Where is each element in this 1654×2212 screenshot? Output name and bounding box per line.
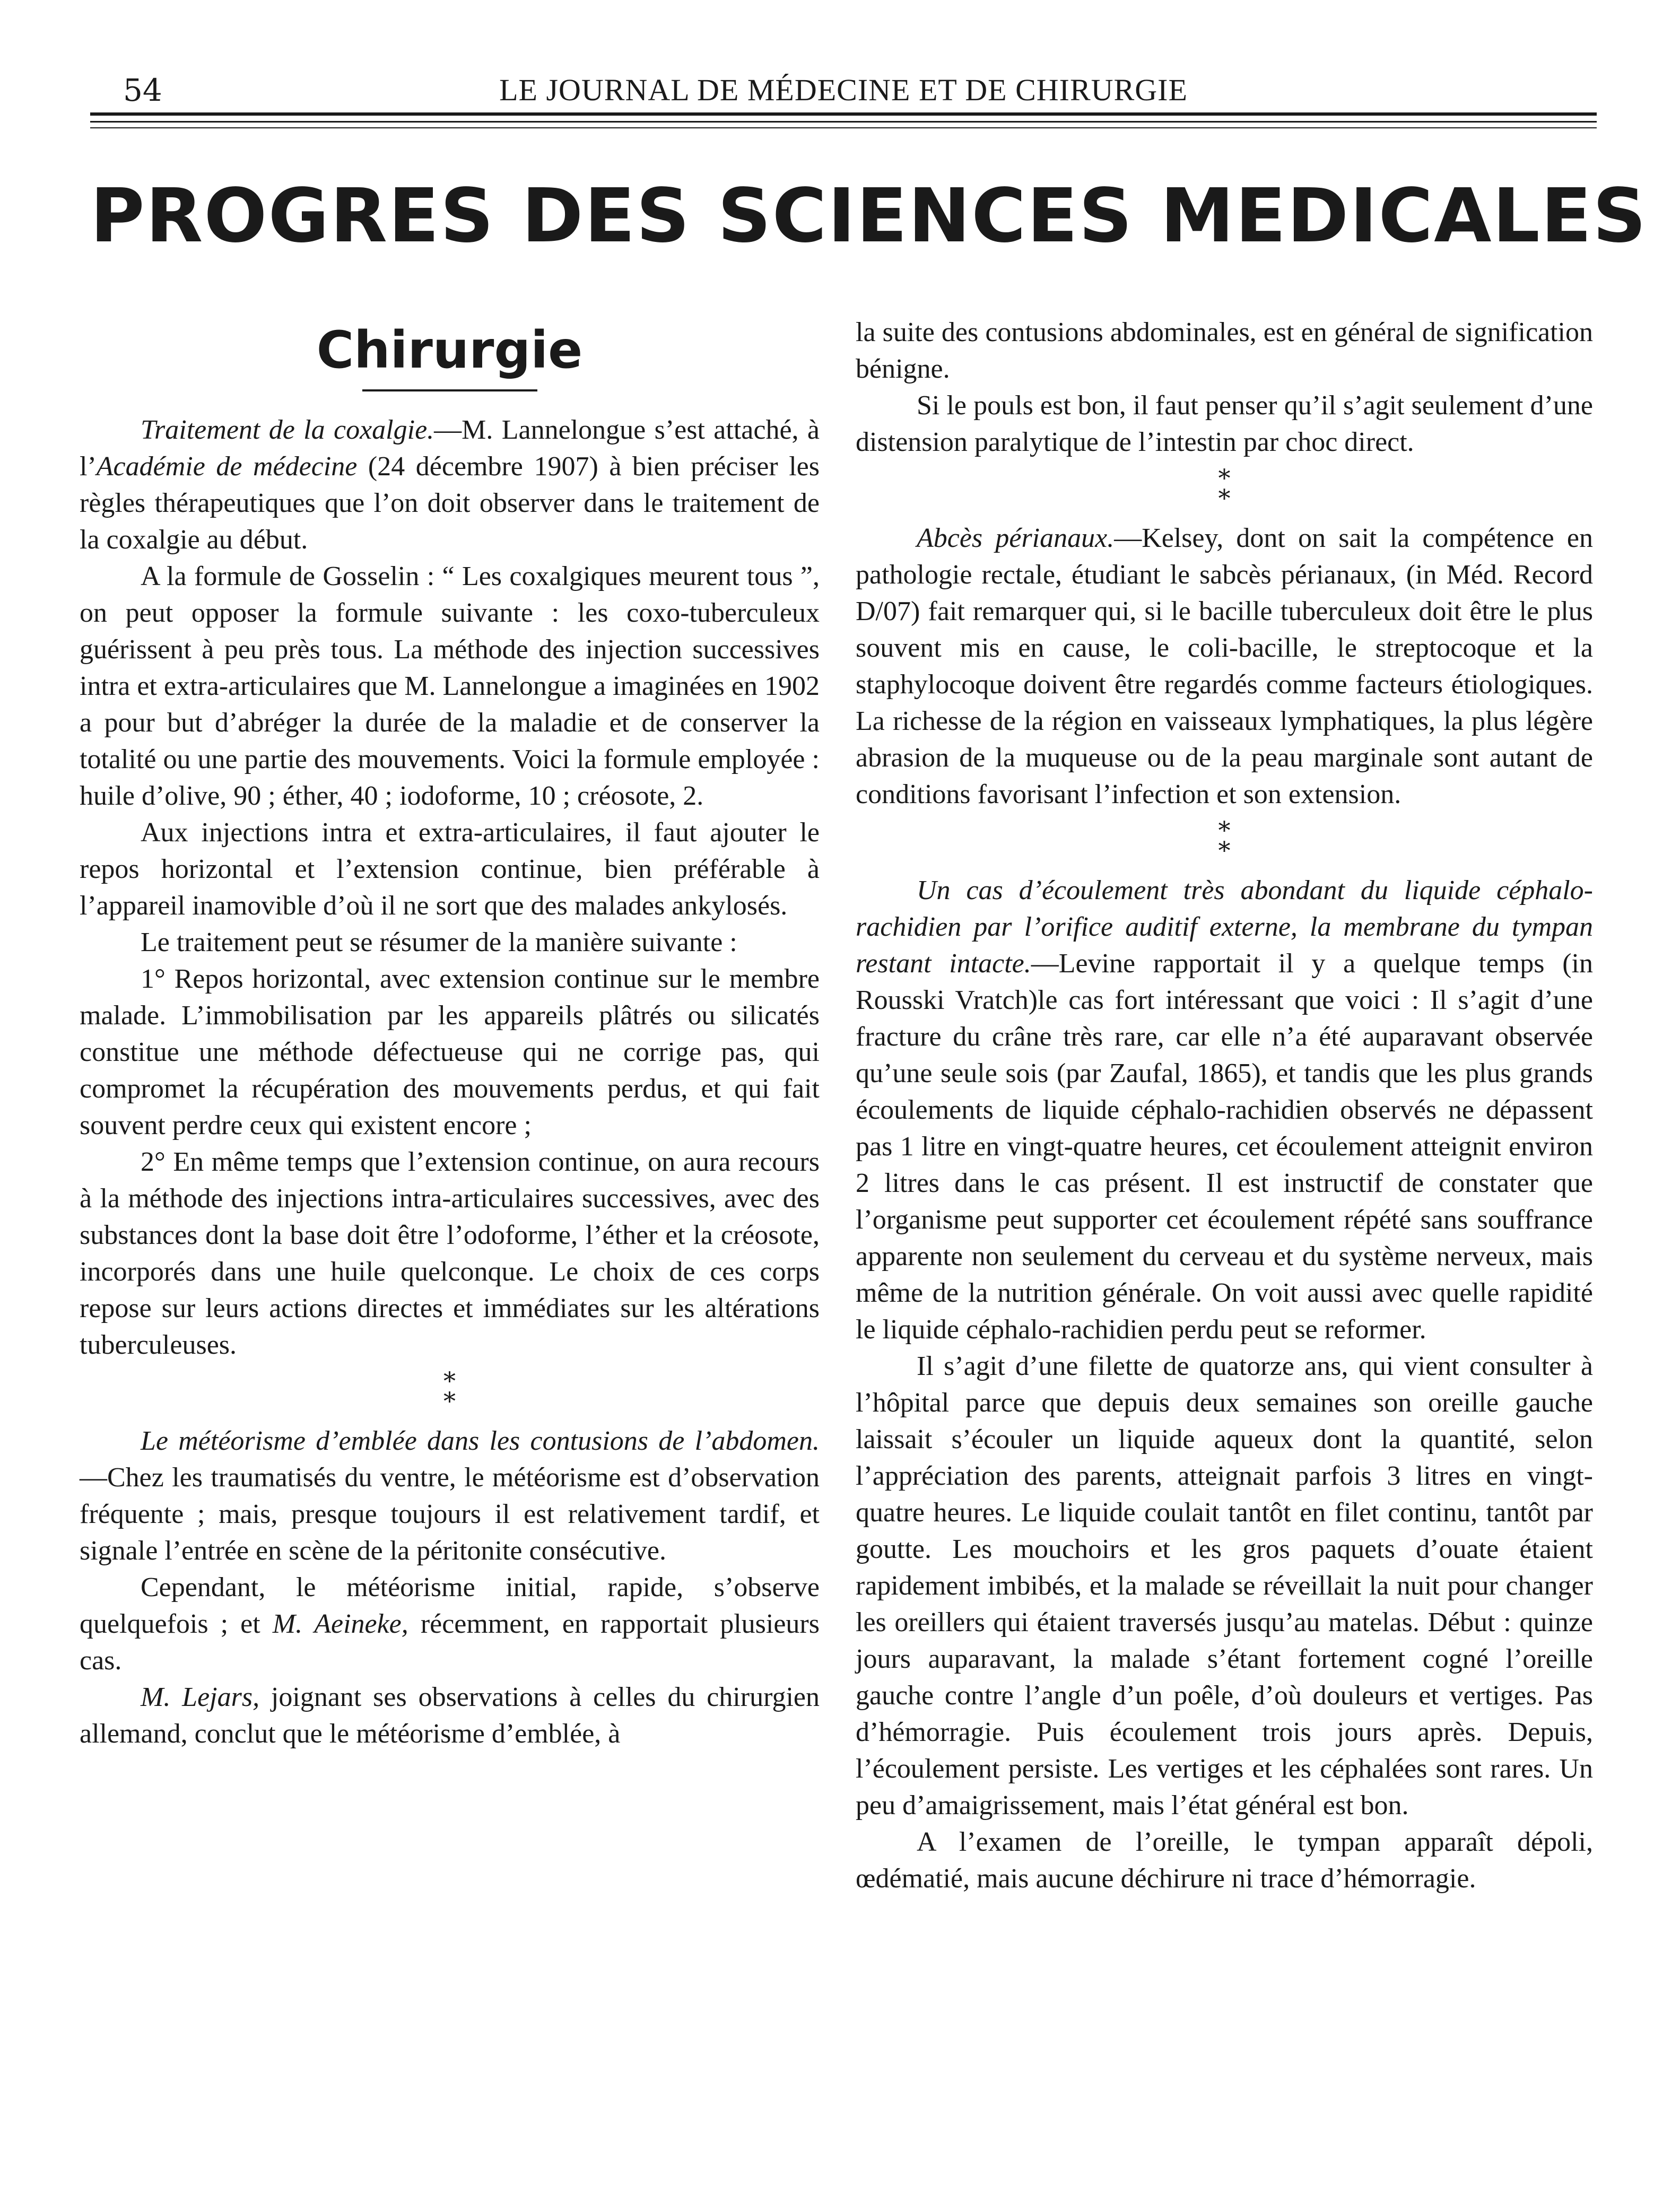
text-run: —Kelsey, dont on sait la compétence en pathologie rectale, étudiant le sabcès périanaux, (in Méd. Record D/07) fait remarquer qui, si le bacille tuberculeux doit être le plus souvent mis en cause, le coli-bacille, le streptocoque et la staphylocoque doivent être regardés comme facteurs étiologiques. La richesse de la région en vaisseaux lymphatiques, la plus légère abrasion de la muqueuse ou de la peau marginale sont autant de conditions favorisant l’infection et son extension. [856, 523, 1593, 809]
asterism-separator [856, 464, 1593, 512]
paragraph [856, 520, 1593, 813]
subsection-heading: Chirurgie [316, 320, 583, 380]
paragraph: A l’examen de l’oreille, le tympan apparaît dépoli, œdématié, mais aucune déchirure ni trace d’hémorragie. [856, 1827, 1593, 1894]
text-run: —Levine rapportait il y a quelque temps (in Rousski Vratch)le cas fort intéressant que voici : Il s’agit d’une fracture du crâne très rare, car elle n’a été auparavant observée qu’une seule sois (par Zaufal, 1865), et tandis que les plus grands écoulements de liquide céphalo-rachidien observés ne dépassent pas 1 litre en vingt-quatre heures, cet écoulement atteignit environ 2 litres dans le cas présent. Il est instructif de constater que l’organisme peut supporter cet écoulement répété sans souffrance apparente non seulement du cerveau et du système nerveux, mais même de la nutrition générale. On voit aussi avec quelle rapidité le liquide céphalo-rachidien perdu peut se reformer. [856, 948, 1593, 1345]
journal-title: LE JOURNAL DE MÉDECINE ET DE CHIRURGIE [499, 73, 1188, 107]
left-column [80, 318, 820, 1752]
author-name: M. Aeineke, [272, 1609, 408, 1639]
paragraph [80, 1423, 820, 1569]
section-title: PROGRES DES SCIENCES MEDICALES [90, 173, 1648, 259]
paragraph: la suite des contusions abdominales, est en général de signification bénigne. [856, 317, 1593, 384]
text-run: —M. Lannelongue s’est attaché, à l’ [80, 415, 820, 482]
article-title: Traitement de la coxalgie. [141, 415, 434, 445]
asterism-star: * [1218, 836, 1231, 865]
text-run: joignant ses observations à celles du chirurgien allemand, conclut que le météorisme d’emblée, à [80, 1682, 820, 1749]
right-column [856, 314, 1593, 1897]
text-run: Cependant, le météorisme initial, rapide, s’observe quelquefois ; et [80, 1572, 820, 1639]
header-rule [90, 121, 1597, 123]
asterism-separator [856, 816, 1593, 865]
paragraph [80, 1679, 820, 1752]
paragraph: Il s’agit d’une filette de quatorze ans, qui vient consulter à l’hôpital parce que depuis deux semaines son oreille gauche laissait s’écouler un liquide aqueux dont la quantité, selon l’appréciation des parents, atteignait parfois 3 litres en vingt-quatre heures. Le liquide coulait tantôt en filet continu, tantôt par goutte. Les mouchoirs et les gros paquets d’ouate étaient rapidement imbibés, et la malade se réveillait la nuit pour changer les oreillers qui étaient traversés jusqu’au matelas. Début : quinze jours auparavant, la malade s’étant fortement cogné l’oreille gauche contre l’angle d’un poêle, d’où douleurs et vertiges. Pas d’hémorragie. Puis écoulement trois jours après. Depuis, l’écoulement persiste. Les vertiges et les céphalées sont rares. Un peu d’amaigrissement, mais l’état général est bon. [856, 1351, 1593, 1821]
paragraph: 2° En même temps que l’extension continue, on aura recours à la méthode des injections intra-articulaires successives, avec des substances dont la base doit être l’odoforme, l’éther et la créosote, incorporés dans une huile quelconque. Le choix de ces corps repose sur leurs actions directes et immédiates sur les altérations tuberculeuses. [80, 1147, 820, 1360]
asterism-star: * [1218, 816, 1231, 844]
article-title: Un cas d’écoulement très abondant du liquide céphalo-rachidien par l’orifice auditif externe, la membrane du tympan restant intacte. [856, 875, 1593, 979]
paragraph: Si le pouls est bon, il faut penser qu’il s’agit seulement d’une distension paralytique de l’intestin par choc direct. [856, 390, 1593, 457]
author-name: M. Lejars, [141, 1682, 260, 1712]
text-run: —Chez les traumatisés du ventre, le météorisme est d’observation fréquente ; mais, presque toujours il est relativement tardif, et signale l’entrée en scène de la péritonite consécutive. [80, 1462, 820, 1566]
running-header [90, 72, 1597, 109]
article-title: Le météorisme d’emblée dans les contusions de l’abdomen. [141, 1426, 820, 1456]
asterism-star: * [1218, 464, 1231, 492]
paragraph: Le traitement peut se résumer de la manière suivante : [141, 927, 737, 957]
text-run: (24 décembre 1907) à bien préciser les règles thérapeutiques que l’on doit observer dans le traitement de la coxalgie au début. [80, 451, 820, 555]
paragraph [80, 1569, 820, 1679]
asterism-star: * [443, 1366, 456, 1395]
institution-name: Académie de médecine [96, 451, 358, 482]
paragraph: Aux injections intra et extra-articulaires, il faut ajouter le repos horizontal et l’extension continue, bien préférable à l’appareil inamovible d’où il ne sort que des malades ankylosés. [80, 817, 820, 921]
asterism-separator [80, 1366, 820, 1415]
asterism-star: * [443, 1387, 456, 1415]
paragraph [856, 872, 1593, 1348]
page-number: 54 [123, 72, 162, 108]
header-rule [90, 127, 1597, 128]
paragraph: A la formule de Gosselin : “ Les coxalgiques meurent tous ”, on peut opposer la formule suivante : les coxo-tuberculeux guérissent à peu près tous. La méthode des injection successives intra et extra-articulaires que M. Lannelongue a imaginées en 1902 a pour but d’abréger la durée de la maladie et de conserver la totalité ou une partie des mouvements. Voici la formule employée : huile d’olive, 90 ; éther, 40 ; iodoforme, 10 ; créosote, 2. [80, 561, 820, 811]
heading-rule [362, 389, 537, 391]
asterism-star: * [1218, 484, 1231, 512]
paragraph [80, 412, 820, 558]
paragraph: 1° Repos horizontal, avec extension continue sur le membre malade. L’immobilisation par les appareils plâtrés ou silicatés constitue une méthode défectueuse qui ne corrige pas, qui compromet la récupération des mouvements perdus, et qui fait souvent perdre ceux qui existent encore ; [80, 964, 820, 1140]
header-rule [90, 112, 1597, 116]
text-run: récemment, en rapportait plusieurs cas. [80, 1609, 820, 1676]
article-title: Abcès périanaux. [917, 523, 1115, 553]
